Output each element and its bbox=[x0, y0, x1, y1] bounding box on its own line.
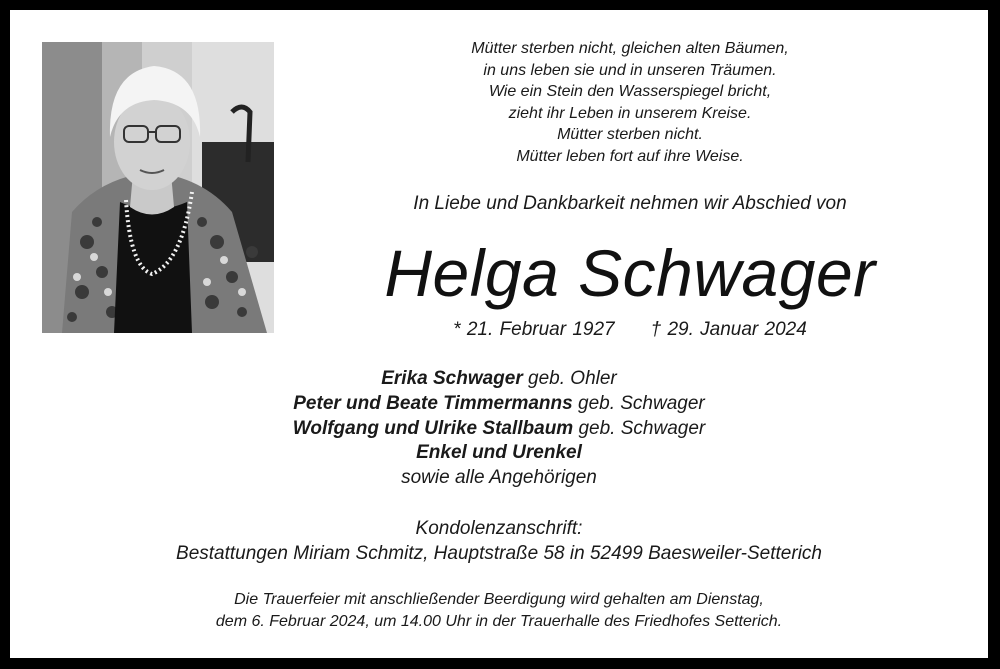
portrait-image bbox=[42, 42, 274, 333]
poem-line: Mütter sterben nicht, gleichen alten Bäumen, bbox=[471, 40, 789, 57]
mourner-name: Wolfgang und Ulrike Stallbaum bbox=[292, 417, 574, 439]
mourner-note: geb. Schwager bbox=[573, 417, 706, 439]
mourner-line bbox=[10, 441, 988, 466]
ceremony-line: dem 6. Februar 2024, um 14.00 Uhr in der Trauerhalle des Friedhofes Setterich. bbox=[215, 613, 783, 630]
death-date: † 29. Januar 2024 bbox=[650, 319, 807, 340]
mourner-name: Peter und Beate Timmermanns bbox=[293, 392, 573, 414]
poem-line: Mütter sterben nicht. bbox=[557, 126, 703, 143]
poem-line: Wie ein Stein den Wasserspiegel bricht, bbox=[488, 83, 772, 100]
life-dates bbox=[300, 319, 960, 341]
mourner-line bbox=[10, 417, 988, 442]
birth-date: * 21. Februar 1927 bbox=[453, 319, 615, 340]
deceased-name: Helga Schwager bbox=[384, 236, 876, 310]
mourner-note: geb. Ohler bbox=[522, 368, 617, 389]
mourner-name: Erika Schwager bbox=[381, 368, 523, 389]
poem-line: zieht ihr Leben in unserem Kreise. bbox=[508, 104, 752, 122]
ceremony-line: Die Trauerfeier mit anschließender Beerdigung wird gehalten am Dienstag, bbox=[234, 591, 764, 608]
mourner-note: sowie alle Angehörigen bbox=[401, 467, 597, 489]
memorial-poem bbox=[300, 38, 960, 167]
poem-line: in uns leben sie und in unseren Träumen. bbox=[483, 61, 777, 79]
mourner-line bbox=[10, 392, 988, 417]
mourner-line bbox=[10, 367, 988, 392]
mourner-name: Enkel und Urenkel bbox=[416, 442, 582, 464]
condolence-address-line: Bestattungen Miriam Schmitz, Hauptstraße 58 in 52499 Baesweiler-Setterich bbox=[176, 543, 822, 564]
obituary-card bbox=[10, 10, 988, 658]
poem-line: Mütter leben fort auf ihre Weise. bbox=[516, 147, 744, 165]
condolence-address bbox=[10, 516, 988, 566]
mourner-line bbox=[10, 466, 988, 491]
condolence-label: Kondolenzanschrift: bbox=[415, 518, 583, 539]
ceremony-notice bbox=[10, 589, 988, 633]
farewell-intro: In Liebe und Dankbarkeit nehmen wir Abschied von bbox=[413, 193, 847, 214]
mourner-note: geb. Schwager bbox=[572, 392, 705, 414]
portrait-photo bbox=[42, 42, 274, 333]
mourners-list bbox=[10, 367, 988, 491]
